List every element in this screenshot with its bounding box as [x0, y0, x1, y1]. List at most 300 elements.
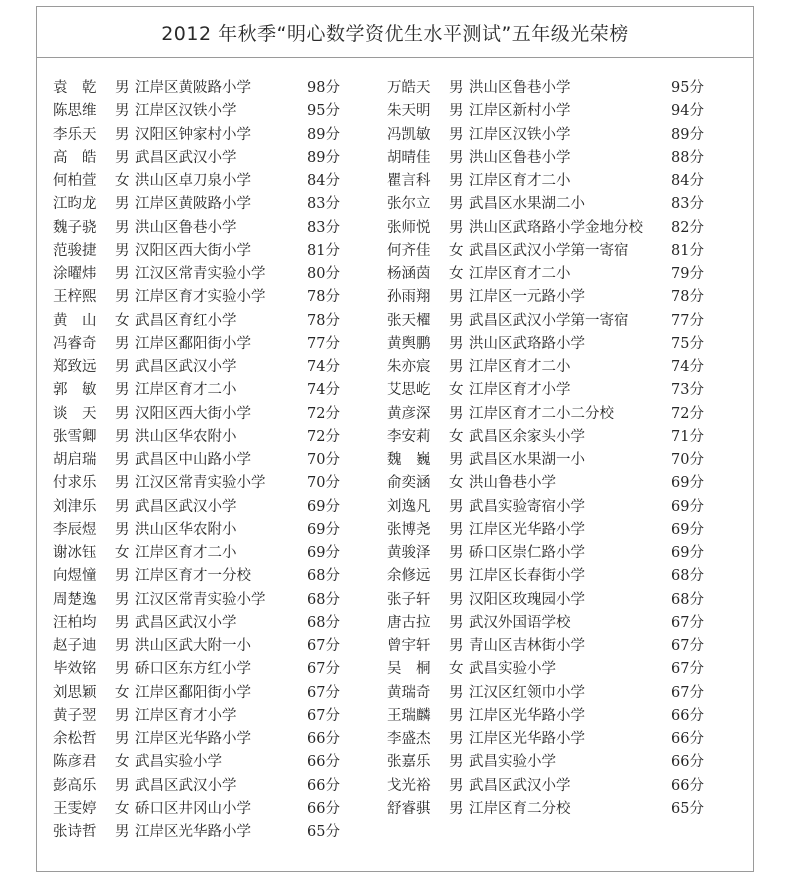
honor-list-row: [53, 705, 373, 728]
honor-list-row: [53, 449, 373, 472]
honor-list-row: [387, 519, 727, 542]
student-name: 陈思维: [53, 103, 97, 120]
student-name: 毕效铭: [53, 661, 97, 678]
student-gender: 男: [115, 638, 130, 654]
student-school: 汉阳区西大街小学: [135, 242, 251, 259]
honor-list-row: [387, 635, 727, 658]
student-score: 66分: [671, 777, 704, 794]
student-name: 冯睿奇: [53, 335, 97, 352]
student-score: 72分: [307, 428, 340, 445]
student-school: 江岸区光华路小学: [135, 731, 251, 747]
student-school: 江岸区光华路小学: [469, 731, 585, 747]
student-gender: 女: [449, 382, 464, 399]
student-gender: 男: [115, 428, 130, 445]
student-score: 78分: [307, 289, 340, 306]
honor-list-row: [53, 124, 373, 147]
student-score: 68分: [671, 568, 704, 585]
student-name: 汪柏均: [53, 614, 97, 631]
student-school: 武昌区武汉小学: [135, 498, 237, 515]
student-school: 江岸区鄱阳街小学: [135, 335, 251, 352]
student-name: 魏子骁: [53, 219, 97, 236]
student-gender: 男: [449, 219, 464, 236]
student-score: 84分: [671, 173, 704, 189]
student-score: 65分: [671, 800, 704, 817]
student-name: 李安莉: [387, 428, 431, 445]
student-school: 武昌区武汉小学第一寄宿: [469, 312, 629, 329]
student-score: 89分: [671, 126, 704, 143]
student-school: 武昌区余家头小学: [469, 428, 585, 445]
student-name: 黄瑞奇: [387, 684, 431, 701]
honor-list-row: [387, 751, 727, 774]
student-school: 洪山鲁巷小学: [469, 475, 556, 492]
student-gender: 男: [115, 521, 130, 538]
student-gender: 男: [115, 591, 130, 608]
student-school: 江汉区常青实验小学: [135, 475, 266, 492]
honor-list-row: [387, 403, 727, 426]
student-gender: 男: [449, 498, 464, 515]
student-score: 69分: [671, 498, 704, 515]
student-gender: 男: [449, 452, 464, 468]
student-score: 74分: [671, 359, 704, 375]
student-school: 汉阳区钟家村小学: [135, 126, 251, 143]
student-name: 高 皓: [53, 149, 97, 166]
honor-list-row: [53, 472, 373, 495]
student-name: 胡晴佳: [387, 149, 431, 166]
student-gender: 女: [449, 475, 464, 492]
student-gender: 男: [115, 126, 130, 143]
student-score: 68分: [307, 591, 340, 608]
student-gender: 男: [115, 335, 130, 352]
student-score: 66分: [671, 754, 704, 771]
student-score: 68分: [671, 591, 704, 608]
student-name: 付求乐: [53, 475, 97, 492]
student-gender: 男: [115, 219, 130, 236]
student-gender: 男: [449, 777, 464, 794]
student-school: 武昌区武汉小学: [135, 149, 237, 166]
student-gender: 男: [115, 405, 130, 422]
honor-list-row: [53, 333, 373, 356]
student-gender: 女: [115, 684, 130, 701]
honor-list-row: [53, 426, 373, 449]
student-score: 72分: [671, 405, 704, 422]
student-name: 戈光裕: [387, 777, 431, 794]
student-name: 赵子迪: [53, 638, 97, 654]
student-name: 陈彦君: [53, 754, 97, 771]
student-name: 万皓天: [387, 80, 431, 96]
honor-list-row: [53, 658, 373, 681]
honor-list-row: [53, 519, 373, 542]
student-school: 武昌实验寄宿小学: [469, 498, 585, 515]
student-gender: 男: [449, 707, 464, 724]
student-school: 洪山区武大附一小: [135, 638, 251, 654]
student-school: 洪山区武珞路小学: [469, 335, 585, 352]
student-gender: 男: [449, 638, 464, 654]
student-name: 李辰煜: [53, 521, 97, 538]
student-score: 71分: [671, 428, 704, 445]
student-score: 70分: [307, 452, 340, 468]
student-gender: 男: [449, 289, 464, 306]
student-school: 江岸区光华路小学: [135, 824, 251, 840]
student-score: 79分: [671, 266, 704, 282]
student-score: 89分: [307, 126, 340, 143]
honor-list-row: [53, 310, 373, 333]
honor-list-row: [387, 565, 727, 588]
student-gender: 男: [115, 196, 130, 213]
student-name: 张雪卿: [53, 428, 97, 445]
student-name: 郭 敏: [53, 382, 97, 399]
student-school: 江岸区育二分校: [469, 800, 571, 817]
student-name: 王梓熙: [53, 289, 97, 306]
student-school: 硚口区井冈山小学: [135, 800, 251, 817]
student-score: 82分: [671, 219, 704, 236]
student-gender: 男: [449, 335, 464, 352]
honor-list-row: [53, 751, 373, 774]
honor-list-row: [387, 379, 727, 402]
student-gender: 男: [449, 126, 464, 143]
student-name: 谈 天: [53, 405, 97, 422]
student-school: 洪山区华农附小: [135, 521, 237, 538]
student-gender: 男: [115, 777, 130, 794]
student-school: 武昌实验小学: [469, 754, 556, 771]
honor-list-row: [53, 240, 373, 263]
student-school: 江岸区育才二小: [469, 266, 571, 282]
honor-list-row: [53, 612, 373, 635]
student-name: 何柏萱: [53, 173, 97, 189]
student-gender: 女: [449, 266, 464, 282]
student-gender: 女: [449, 428, 464, 445]
student-school: 洪山区华农附小: [135, 428, 237, 445]
student-school: 硚口区东方红小学: [135, 661, 251, 678]
student-score: 67分: [671, 614, 704, 631]
student-school: 武昌区中山路小学: [135, 452, 251, 468]
student-school: 青山区吉林街小学: [469, 638, 585, 654]
student-score: 69分: [307, 498, 340, 515]
student-gender: 男: [449, 173, 464, 189]
honor-list-row: [53, 356, 373, 379]
honor-list-row: [53, 565, 373, 588]
honor-list-row: [387, 240, 727, 263]
student-name: 刘逸凡: [387, 498, 431, 515]
student-gender: 男: [115, 80, 130, 96]
honor-list-row: [53, 496, 373, 519]
honor-list-row: [387, 542, 727, 565]
student-name: 舒睿骐: [387, 800, 431, 817]
student-name: 艾思屹: [387, 382, 431, 399]
honor-list-row: [387, 147, 727, 170]
student-school: 武昌实验小学: [469, 661, 556, 678]
student-score: 67分: [307, 661, 340, 678]
student-name: 范骏捷: [53, 242, 97, 259]
honor-list-row: [53, 821, 373, 844]
student-name: 张师悦: [387, 219, 431, 236]
student-name: 彭高乐: [53, 777, 97, 794]
student-name: 魏 巍: [387, 452, 431, 468]
student-school: 江岸区光华路小学: [469, 707, 585, 724]
honor-list-row: [387, 658, 727, 681]
honor-list-row: [53, 775, 373, 798]
student-gender: 女: [115, 173, 130, 189]
student-gender: 男: [449, 80, 464, 96]
student-score: 95分: [307, 103, 340, 120]
student-name: 瞿言科: [387, 173, 431, 189]
student-name: 孙雨翔: [387, 289, 431, 306]
page-title: 2012 年秋季“明心数学资优生水平测试”五年级光荣榜: [161, 22, 629, 45]
honor-list-row: [53, 542, 373, 565]
honor-list-row: [387, 496, 727, 519]
student-name: 余松哲: [53, 731, 97, 747]
honor-list-row: [53, 589, 373, 612]
student-school: 洪山区武珞路小学金地分校: [469, 219, 643, 236]
student-name: 冯凯敏: [387, 126, 431, 143]
student-score: 66分: [307, 777, 340, 794]
student-name: 李盛杰: [387, 731, 431, 747]
student-school: 武昌区育红小学: [135, 312, 237, 329]
student-gender: 男: [115, 382, 130, 399]
student-gender: 男: [449, 545, 464, 561]
student-name: 张诗哲: [53, 824, 97, 840]
student-score: 70分: [671, 452, 704, 468]
student-gender: 男: [115, 242, 130, 259]
student-score: 66分: [307, 800, 340, 817]
student-gender: 男: [449, 614, 464, 631]
student-gender: 男: [449, 591, 464, 608]
student-gender: 男: [115, 824, 130, 840]
student-score: 81分: [671, 242, 704, 259]
student-school: 洪山区鲁巷小学: [469, 80, 571, 96]
student-score: 78分: [307, 312, 340, 329]
student-name: 黄舆鹏: [387, 335, 431, 352]
student-name: 谢冰钰: [53, 545, 97, 561]
honor-list-row: [387, 612, 727, 635]
student-gender: 男: [115, 475, 130, 492]
honor-list-row: [387, 124, 727, 147]
student-name: 张博尧: [387, 521, 431, 538]
honor-list-row: [387, 193, 727, 216]
student-school: 武昌实验小学: [135, 754, 222, 771]
honor-list-row: [387, 728, 727, 751]
student-score: 89分: [307, 149, 340, 166]
honor-list-row: [53, 379, 373, 402]
student-gender: 男: [115, 661, 130, 678]
student-gender: 男: [449, 405, 464, 422]
student-score: 95分: [671, 80, 704, 96]
student-name: 张子轩: [387, 591, 431, 608]
student-name: 黄 山: [53, 312, 97, 329]
honor-list-row: [387, 310, 727, 333]
honor-list-row: [53, 263, 373, 286]
student-school: 江岸区一元路小学: [469, 289, 585, 306]
student-school: 江岸区汉铁小学: [135, 103, 237, 120]
student-score: 74分: [307, 382, 340, 399]
honor-list-row: [53, 77, 373, 100]
student-gender: 男: [115, 103, 130, 120]
honor-list-row: [53, 217, 373, 240]
honor-list-row: [387, 286, 727, 309]
student-school: 江岸区鄱阳街小学: [135, 684, 251, 701]
student-name: 唐古拉: [387, 614, 431, 631]
student-name: 刘思颖: [53, 684, 97, 701]
student-school: 洪山区卓刀泉小学: [135, 173, 251, 189]
student-score: 83分: [307, 219, 340, 236]
honor-list-row: [387, 100, 727, 123]
student-school: 武昌区武汉小学第一寄宿: [469, 242, 629, 259]
student-score: 67分: [671, 684, 704, 701]
left-column: [53, 77, 373, 844]
student-score: 68分: [307, 568, 340, 585]
honor-list-row: [53, 286, 373, 309]
student-score: 66分: [307, 754, 340, 771]
student-score: 73分: [671, 382, 704, 399]
student-school: 江岸区育才二小: [135, 382, 237, 399]
student-score: 78分: [671, 289, 704, 306]
student-score: 74分: [307, 359, 340, 375]
honor-list-row: [387, 589, 727, 612]
student-score: 67分: [307, 684, 340, 701]
honor-list-row: [387, 333, 727, 356]
honor-list-row: [53, 728, 373, 751]
honor-list-row: [387, 356, 727, 379]
student-school: 汉阳区玫瑰园小学: [469, 591, 585, 608]
student-gender: 男: [115, 614, 130, 631]
student-school: 江岸区黄陂路小学: [135, 80, 251, 96]
student-name: 黄骏泽: [387, 545, 431, 561]
honor-list-row: [387, 426, 727, 449]
student-school: 武昌区武汉小学: [135, 614, 237, 631]
student-name: 何齐佳: [387, 242, 431, 259]
student-name: 吴 桐: [387, 661, 431, 678]
student-school: 江岸区育才小学: [469, 382, 571, 399]
student-score: 83分: [307, 196, 340, 213]
student-name: 周楚逸: [53, 591, 97, 608]
student-score: 68分: [307, 614, 340, 631]
student-school: 武昌区水果湖二小: [469, 196, 585, 213]
student-gender: 女: [115, 312, 130, 329]
student-name: 刘津乐: [53, 498, 97, 515]
honor-list-row: [53, 798, 373, 821]
student-school: 江岸区汉铁小学: [469, 126, 571, 143]
honor-roll-document: [36, 6, 754, 872]
student-name: 张嘉乐: [387, 754, 431, 771]
student-school: 江岸区育才二小: [135, 545, 237, 561]
student-name: 王雯婷: [53, 800, 97, 817]
student-name: 袁 乾: [53, 80, 97, 96]
student-name: 向煜憧: [53, 568, 97, 585]
student-name: 朱亦宸: [387, 359, 431, 375]
student-name: 郑致远: [53, 359, 97, 375]
student-gender: 男: [115, 266, 130, 282]
student-name: 涂曜炜: [53, 266, 97, 282]
student-school: 洪山区鲁巷小学: [469, 149, 571, 166]
student-name: 余修远: [387, 568, 431, 585]
honor-list-row: [387, 170, 727, 193]
student-school: 武昌区武汉小学: [135, 777, 237, 794]
title-box: [37, 7, 753, 58]
honor-list-row: [387, 263, 727, 286]
honor-list-row: [53, 147, 373, 170]
student-school: 江岸区育才一分校: [135, 568, 251, 585]
student-score: 69分: [307, 521, 340, 538]
student-score: 75分: [671, 335, 704, 352]
student-school: 江汉区红领巾小学: [469, 684, 585, 701]
student-score: 81分: [307, 242, 340, 259]
student-name: 曾宇轩: [387, 638, 431, 654]
honor-list-row: [387, 77, 727, 100]
student-gender: 男: [115, 359, 130, 375]
student-score: 72分: [307, 405, 340, 422]
student-gender: 男: [449, 103, 464, 120]
student-score: 84分: [307, 173, 340, 189]
student-gender: 女: [449, 242, 464, 259]
student-school: 江岸区光华路小学: [469, 521, 585, 538]
student-score: 80分: [307, 266, 340, 282]
student-school: 武昌区水果湖一小: [469, 452, 585, 468]
student-gender: 男: [449, 196, 464, 213]
honor-list-row: [53, 170, 373, 193]
student-score: 67分: [671, 661, 704, 678]
student-name: 王瑞麟: [387, 707, 431, 724]
student-name: 朱天明: [387, 103, 431, 120]
student-gender: 男: [115, 731, 130, 747]
student-score: 69分: [671, 475, 704, 492]
student-school: 江岸区育才二小: [469, 173, 571, 189]
student-score: 94分: [671, 103, 704, 120]
student-name: 江昀龙: [53, 196, 97, 213]
student-school: 江岸区黄陂路小学: [135, 196, 251, 213]
student-score: 83分: [671, 196, 704, 213]
student-gender: 男: [115, 149, 130, 166]
student-school: 洪山区鲁巷小学: [135, 219, 237, 236]
honor-list-row: [387, 449, 727, 472]
honor-list-row: [53, 403, 373, 426]
student-score: 67分: [307, 638, 340, 654]
honor-list-row: [53, 193, 373, 216]
student-gender: 女: [449, 661, 464, 678]
student-gender: 男: [449, 149, 464, 166]
student-school: 江汉区常青实验小学: [135, 591, 266, 608]
honor-list-row: [387, 217, 727, 240]
student-score: 70分: [307, 475, 340, 492]
student-school: 江岸区育才小学: [135, 707, 237, 724]
student-gender: 男: [449, 312, 464, 329]
student-score: 69分: [671, 545, 704, 561]
student-school: 汉阳区西大街小学: [135, 405, 251, 422]
student-name: 张天櫂: [387, 312, 431, 329]
student-gender: 男: [449, 754, 464, 771]
student-school: 江汉区常青实验小学: [135, 266, 266, 282]
student-school: 江岸区育才二小: [469, 359, 571, 375]
student-score: 66分: [671, 731, 704, 747]
student-school: 武汉外国语学校: [469, 614, 571, 631]
student-gender: 男: [449, 521, 464, 538]
student-score: 98分: [307, 80, 340, 96]
student-gender: 男: [115, 289, 130, 306]
student-school: 江岸区育才二小二分校: [469, 405, 614, 422]
student-name: 张尔立: [387, 196, 431, 213]
student-gender: 男: [449, 568, 464, 585]
student-school: 江岸区新村小学: [469, 103, 571, 120]
student-gender: 男: [449, 800, 464, 817]
student-gender: 男: [115, 568, 130, 585]
student-gender: 男: [449, 359, 464, 375]
student-school: 江岸区育才实验小学: [135, 289, 266, 306]
student-score: 88分: [671, 149, 704, 166]
student-name: 黄子翌: [53, 707, 97, 724]
student-name: 黄彦深: [387, 405, 431, 422]
student-gender: 女: [115, 800, 130, 817]
student-score: 67分: [307, 707, 340, 724]
honor-list-row: [387, 472, 727, 495]
student-gender: 女: [115, 754, 130, 771]
